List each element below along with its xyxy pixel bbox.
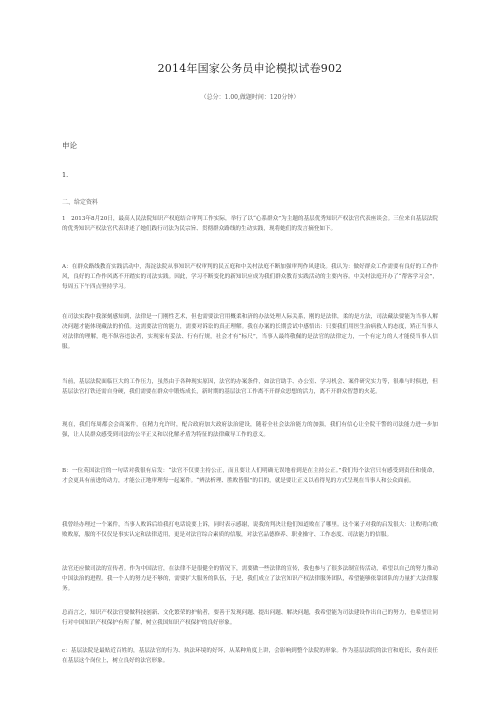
given-materials-heading: 二、给定资料 — [62, 199, 99, 206]
paragraph-10: c：基层法院是最贴近百姓的，基层法官的行为、执法环境的好坏，从某种角度上讲，会影响到整个法院的形象。作为基层法院的法官和庭长，我有责任在基层这个岗位上，树立良好的法官形象。 — [62, 648, 438, 664]
paragraph-3: 在司法实践中我深刻感知到，法律是一门刚性艺术，但也需要法官用概柔和济的办法处理人际关系，刚的是法律，柔的是方法，司法藏法要能为当事人解决问题才能体现藏法的价值。这需要法官的能力，需要对诉讼的真正理解。我在办案的长期尝试中感悟出：只要我们用医生治病救人的态度，矫正当事人对法律的理解，绝不纵容违法者，实现家有妥法、行有行规，社会才有“标尺”，当事人最终敬佩的是法官的法律定力，一个有定力的人才能使当事人信服。 — [62, 314, 438, 350]
paragraph-7: 我曾经办理过一个案件，当事人败诉后给我打电话说要上诉，同时表示感谢，说我的判决让他们知道败在了哪里。这个案子对我的启发很大：让败明白败败败原，服的不仅仅是事实认定和法律适用，更是对法官综合素质的信服，对法官品德修养、职业操守、工作态度、司法能力的信服。 — [62, 522, 438, 538]
paragraph-6: B：一位英国法官的一句话对我很有启发：“法官不仅要主持公正，而且要让人们明确无误地看到是在主持公正。”我们每个法官只有感受到责任和使命，才会更具有前进的动力，才能公正地审理每一起案件。“辨法析理、胜败皆服”的目的，就是要让正义以看得见的方式呈现在当事人和公众面前。 — [62, 468, 438, 484]
item-number: 1. — [62, 171, 69, 179]
paragraph-9: 总而言之，知识产权法官要做科技创新、文化繁荣的护航者，要善于发现问题、提出问题、解决问题，我希望能为司法建设作出自己的努力，也希望让同行对中国知识产权保护有所了解，树立我国知识产权保护的良好形象。 — [62, 610, 438, 626]
paragraph-1: 1 2013年8月20日，最高人民法院知识产权庭结合审判工作实际，举行了以“心系群众”为主题的基层优秀知识产权法官代表座谈会。三位来自基层法院的优秀知识产权法官代表讲述了她们践行司法为民宗旨、贯彻群众路线的生动实践，现将她们的发言摘登如下。 — [62, 216, 438, 232]
document-title: 2014年国家公务员申论模拟试卷902 — [157, 62, 343, 75]
paragraph-2: A：在群众路线教育实践活动中，海淀法院从事知识产权审判的民五庭和中关村法庭不断加强审判作风建设。我认为：做好群众工作需要有良好的工作作风，良好的工作作风离不开踏实的司法实践。因此，学习不断变化的新知识应成为我们群众教育实践活动的主要内容。中关村法庭开办了“帮客学习会”，每周五下午四点坚持学习。 — [62, 264, 438, 290]
paragraph-8: 法官还应做司法的宣传者。作为中国法官，在法律不是很健全的情况下，需要做一些法律的宣传，我也参与了很多法制宣传活动，希望以自己的努力推动中国法治的进程。我一个人的努力是不够的，需要扩大服务的队伍，于是，我们成立了法官知识产权法律服务团队，希望能够依靠团队的力量扩大法律服务。 — [62, 566, 438, 592]
paragraph-4: 当前，基层法院面临巨大的工作压力，虽然由于各种现实原因，法官的办案条件，如法官助手、办公室、学习机会、案件研究实力等，很难与时俱进，但基层法官打铁还需自身硬，我们需要在群众中锻炼成长，新时期的基层法官工作离不开群众思想的活力，离不开群众智慧的火花。 — [62, 379, 438, 395]
paragraph-5: 现在，我们每周都会会商案件，在精力允许时，配合政府加大政府法治建设，随着全社会法治能力的加强，我们有信心让全院干警的司法能力进一步加强，让人民群众感受到司法的公平正义和以化解矛盾为特征的法律藏导工作的意义。 — [62, 422, 438, 438]
document-subtitle: （总分：1.00,做题时间：120分钟） — [200, 94, 300, 101]
section-heading: 申论 — [62, 141, 77, 150]
